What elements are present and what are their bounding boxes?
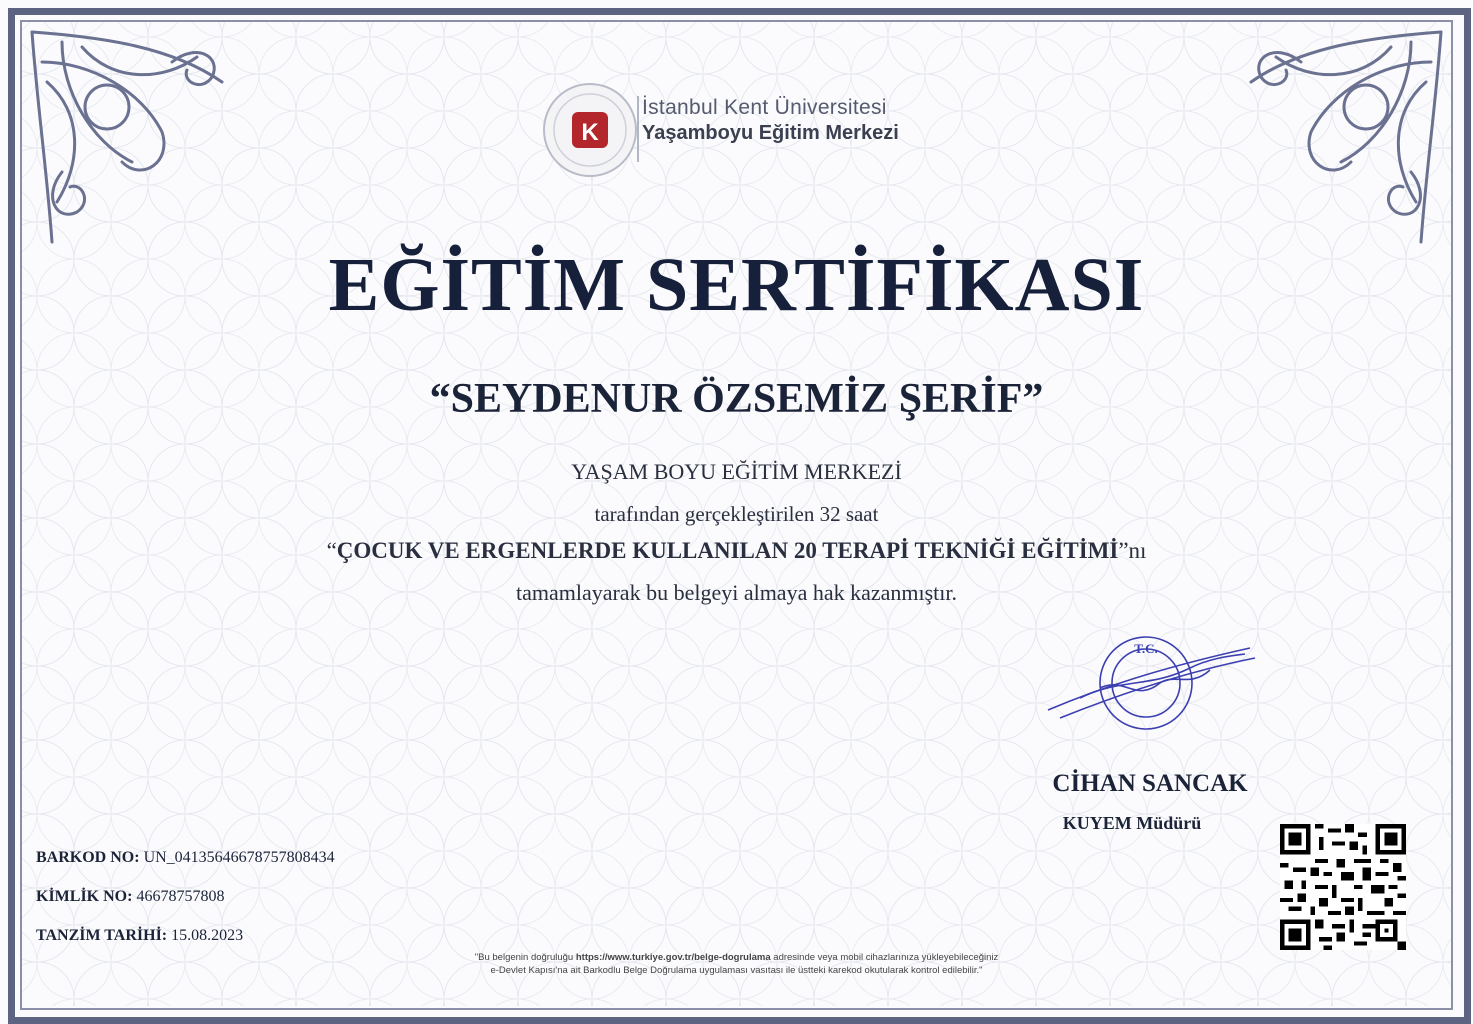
signer-role: KUYEM Müdürü <box>1062 813 1202 833</box>
barcode-value: UN_0413564667875780​8434 <box>143 849 335 866</box>
official-stamp-signature <box>1040 628 1260 748</box>
course-suffix: ”nı <box>1118 538 1147 563</box>
hours-line: tarafından gerçekleştirilen 32 saat <box>594 502 879 526</box>
issuer-line: YAŞAM BOYU EĞİTİM MERKEZİ <box>571 459 902 484</box>
date-row <box>36 927 243 945</box>
svg-text:K: K <box>581 119 599 146</box>
verification-footnote <box>0 951 1473 977</box>
id-row <box>36 888 224 906</box>
date-value: 15.08.2023 <box>171 927 244 944</box>
course-open-quote: “ <box>326 538 337 563</box>
footnote-part2: adresinde veya mobil cihazlarınıza yükleyebileceğiniz <box>770 952 999 963</box>
corner-ornament-top-left <box>22 22 232 252</box>
barcode-label: BARKOD NO: <box>36 849 140 866</box>
id-label: KİMLİK NO: <box>36 888 133 905</box>
qr-code <box>1278 824 1408 950</box>
certificate-title: EĞİTİM SERTİFİKASI <box>328 243 1145 327</box>
footnote-part1: "Bu belgenin doğruluğu <box>474 952 576 963</box>
logo-university-name: İstanbul Kent Üniversitesi <box>642 96 887 119</box>
completion-line: tamamlayarak bu belgeyi almaya hak kazanmıştır. <box>515 580 958 605</box>
course-name: ÇOCUK VE ERGENLERDE KULLANILAN 20 TERAPİ TEKNİĞİ EĞİTİMİ <box>336 538 1119 563</box>
footnote-line-1 <box>0 951 1473 964</box>
course-line <box>0 538 1473 564</box>
stamp-text: T.C. <box>1134 641 1158 656</box>
barcode-row <box>36 849 335 867</box>
logo-center-name: Yaşamboyu Eğitim Merkezi <box>642 122 899 144</box>
recipient-name: “SEYDENUR ÖZSEMİZ ŞERİF” <box>429 376 1044 422</box>
date-label: TANZİM TARİHİ: <box>36 927 168 944</box>
footnote-line-2: e-Devlet Kapısı'na ait Barkodlu Belge Doğrulama uygulaması vasıtası ile üstteki karekod okutularak kontrol edilebilir." <box>490 965 983 976</box>
verification-link[interactable]: https://www.turkiye.gov.tr/belge-dogrulama <box>575 952 771 963</box>
corner-ornament-top-right <box>1241 22 1451 252</box>
id-value: 46678757808 <box>136 888 225 905</box>
signer-name: CİHAN SANCAK <box>1052 770 1248 797</box>
